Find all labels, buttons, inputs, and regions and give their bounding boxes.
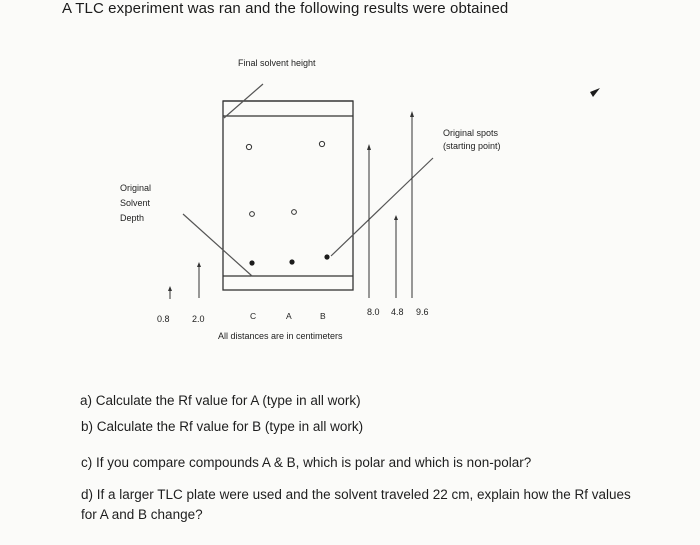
- original-spots-label: [443, 127, 501, 153]
- solvent-depth-pointer: [183, 214, 252, 276]
- original-solvent-depth-line-1: Original: [120, 183, 152, 193]
- question-b: b) Calculate the Rf value for B (type in all work): [81, 419, 364, 434]
- original-spot-b: [324, 254, 329, 259]
- developed-spot-a: [292, 210, 297, 215]
- tlc-plate: [223, 101, 353, 290]
- lane-label-c: C: [250, 311, 257, 321]
- measure-arrow-4-8-head: [394, 215, 398, 220]
- developed-spot-b-upper: [319, 141, 324, 146]
- spots-label-arrow: [590, 88, 600, 97]
- original-solvent-depth-line-3: Depth: [120, 213, 145, 223]
- value-label-9-6: 9.6: [416, 307, 429, 317]
- original-solvent-depth-line-2: Solvent: [120, 198, 151, 208]
- original-spot-a: [289, 259, 294, 264]
- original-spots-pointer: [331, 158, 433, 256]
- lane-label-a: A: [286, 311, 292, 321]
- developed-spot-c-lower: [250, 212, 255, 217]
- value-label-4-8: 4.8: [391, 307, 404, 317]
- original-spots-line-2: (starting point): [443, 141, 501, 151]
- question-c: c) If you compare compounds A & B, which is polar and which is non-polar?: [81, 455, 532, 470]
- question-title: A TLC experiment was ran and the following results were obtained: [62, 0, 509, 17]
- measure-arrow-0-8-head: [168, 286, 172, 291]
- units-note: All distances are in centimeters: [218, 331, 343, 341]
- measure-arrow-9-6-head: [410, 111, 414, 117]
- measure-arrow-2-0-head: [197, 262, 201, 267]
- value-label-8-0: 8.0: [367, 307, 380, 317]
- value-label-2-0: 2.0: [192, 314, 205, 324]
- developed-spot-c-upper: [246, 144, 251, 149]
- question-a: a) Calculate the Rf value for A (type in all work): [80, 393, 361, 408]
- measure-arrow-8-0-head: [367, 144, 371, 150]
- original-spots-line-1: Original spots: [443, 128, 499, 138]
- original-solvent-depth-label: [120, 181, 151, 226]
- final-solvent-height-label: Final solvent height: [238, 58, 316, 68]
- value-label-0-8: 0.8: [157, 314, 170, 324]
- original-spot-c: [249, 260, 254, 265]
- question-d: d) If a larger TLC plate were used and the solvent traveled 22 cm, explain how the Rf values for A and B change?: [81, 487, 631, 522]
- lane-label-b: B: [320, 311, 326, 321]
